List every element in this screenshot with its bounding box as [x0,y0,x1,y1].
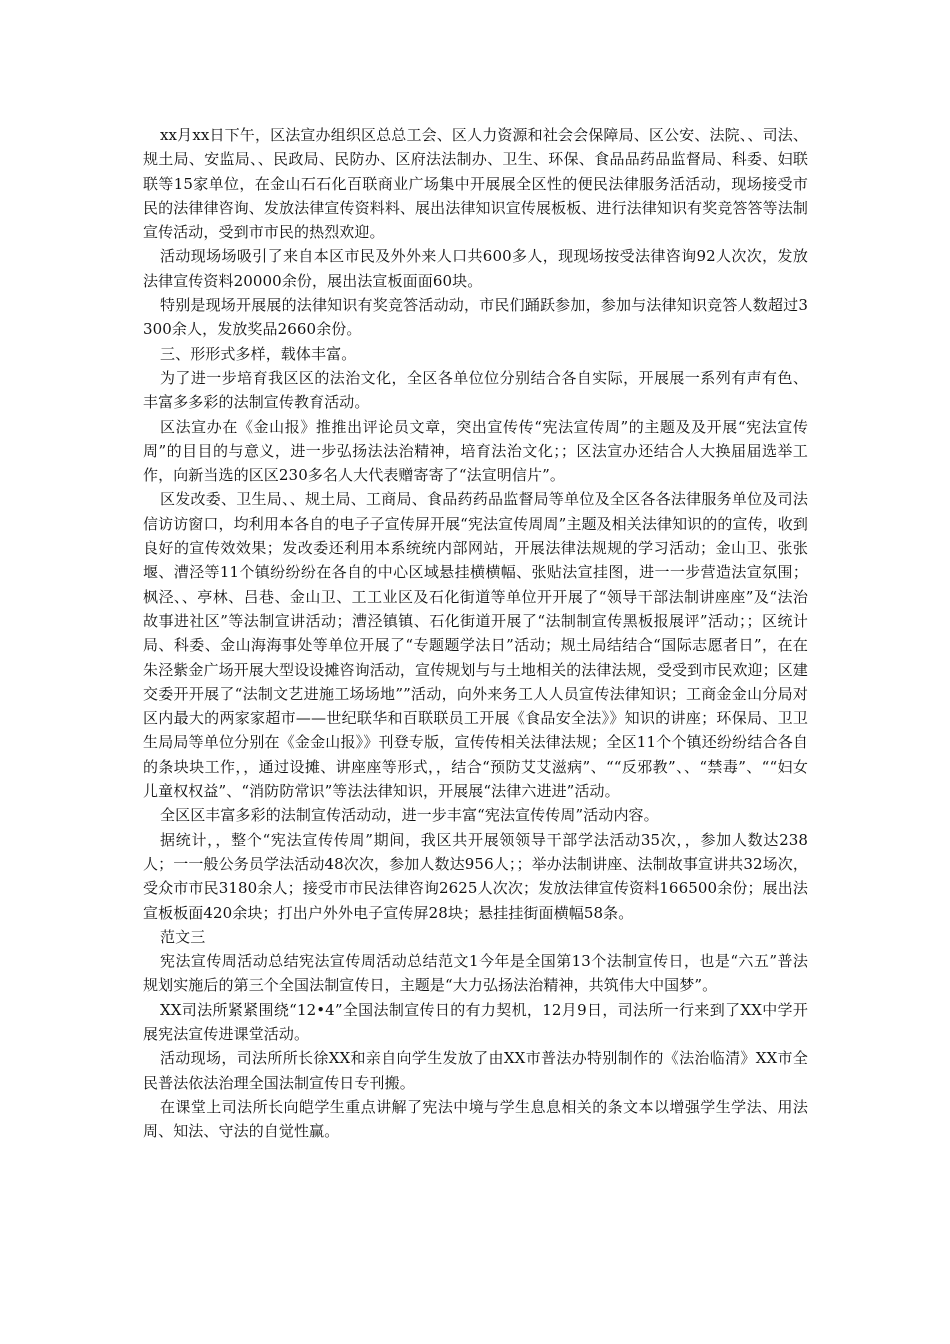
document-body [143,123,808,1143]
paragraph: 区法宣办在《金山报》推推出评论员文章，突出宣传传“宪法宣传周”的主题及及开展“宪法宣传周”的目目的与意义，进一步弘扬法法治精神，培育法治文化；；区法宣办还结合人大换届届选举工作，向新当选的区区230多名人大代表赠寄寄了“法宣明信片”。 [143,417,808,485]
paragraph: 为了进一步培育我区区的法治文化，全区各单位位分别结合各自实际，开展展一系列有声有色、丰富多多彩的法制宣传教育活动。 [143,368,808,412]
paragraph: XX司法所紧紧围绕“12•4”全国法制宣传日的有力契机，12月9日，司法所一行来到了XX中学开展宪法宣传进课堂活动。 [143,1000,808,1043]
section-heading: 三、形形式多样，载体丰富。 [160,344,357,363]
paragraph: 据统计，，整个“宪法宣传传周”期间，我区共开展领领导干部学法活动35次，，参加人数达238人；一一般公务员学法活动48次次，参加人数达956人；；举办法制讲座、法制故事宣讲共32场次，受众市市民3180余人；接受市市民法律咨询2625人次次；发放法律宣传资料166500余份；展出法宣板板面420余块；打出户外外电子宣传屏28块；悬挂挂街面横幅58条。 [143,830,808,922]
paragraph: 全区区丰富多彩的法制宣传活动动，进一步丰富“宪法宣传传周”活动内容。 [160,806,659,825]
paragraph: xx月xx日下午，区法宣办组织区总总工会、区人力资源和社会会保障局、区公安、法院、、司法、规土局、安监局、、民政局、民防办、区府法法制办、卫生、环保、食品品药品监督局、科委、妇联联等15家单位，在金山石石化百联商业广场集中开展展全区性的便民法律服务活活动，现场接受市民的法律律咨询、发放法律宣传资料料、展出法律知识宣传展板板、进行法律知识有奖竞答答等法制宣传活动，受到市市民的热烈欢迎。 [143,126,808,242]
paragraph: 特别是现场开展展的法律知识有奖竞答活动动，市民们踊跃参加，参加与法律知识竞答人数超过3300余人，发放奖品2660余份。 [143,296,808,339]
paragraph: 区发改委、卫生局、、规土局、工商局、食品药药品监督局等单位及全区各各法律服务单位及司法信访访窗口，均利用本各自的电子子宣传屏开展“宪法宣传周周”主题及相关法律知识的的宣传，收到良好的宣传效效果；发改委还利用本系统统内部网站，开展法律法规规的学习活动；金山卫、张张堰、漕泾等11个镇纷纷纷在各自的中心区域悬挂横横幅、张贴法宣挂图，进一一步营造法宣氛围；枫泾、、亭林、吕巷、金山卫、工工业区及石化街道等单位开开展了“领导干部法制讲座座”及“法治故事进社区”等法制宣讲活动；漕泾镇镇、石化街道开展了“法制制宣传黑板报展评”活动；；区统计局、科委、金山海海事处等单位开展了“专题题学法日”活动；规土局结结合“国际志愿者日”，在在朱泾紫金广场开展大型设设摊咨询活动，宣传规划与与土地相关的法律法规，受受到市民欢迎；区建交委开开展了“法制文艺进施工场场地””活动，向外来务工人人员宣传法律知识；工商金金山分局对区内最大的两家家超市——世纪联华和百联联员工开展《食品安全法》》知识的讲座；环保局、卫卫生局局等单位分别在《金金山报》》刊登专版，宣传传相关法律法规；全区11个个镇还纷纷结合各自的条块块工作，，通过设摊、讲座座等形式，，结合“预防艾艾滋病”、““反邪教”、、“禁毒”、““妇女儿童权权益”、“消防防常识”等法法律知识，开展展“法律六进进”活动。 [143,490,808,801]
paragraph: 活动现场场吸引了来自本区市民及外外来人口共600多人，现现场按受法律咨询92人次次，发放法律宣传资料20000余份，展出法宣板面面60块。 [143,247,808,290]
paragraph: 活动现场，司法所所长徐XX和亲自向学生发放了由XX市普法办特别制作的《法治临清》XX市全民普法依法治理全国法制宣传日专刊搬。 [143,1049,808,1092]
paragraph: 在课堂上司法所长向皑学生重点讲解了宪法中境与学生息息相关的条文本以增强学生学法、用法周、知法、守法的自觉性赢。 [143,1097,808,1141]
paragraph: 宪法宣传周活动总结宪法宣传周活动总结范文1今年是全国第13个法制宣传日，也是“六五”普法规划实施后的第三个全国法制宣传日，主题是“大力弘扬法治精神，共筑伟大中国梦”。 [143,952,808,995]
section-heading: 范文三 [160,927,206,946]
